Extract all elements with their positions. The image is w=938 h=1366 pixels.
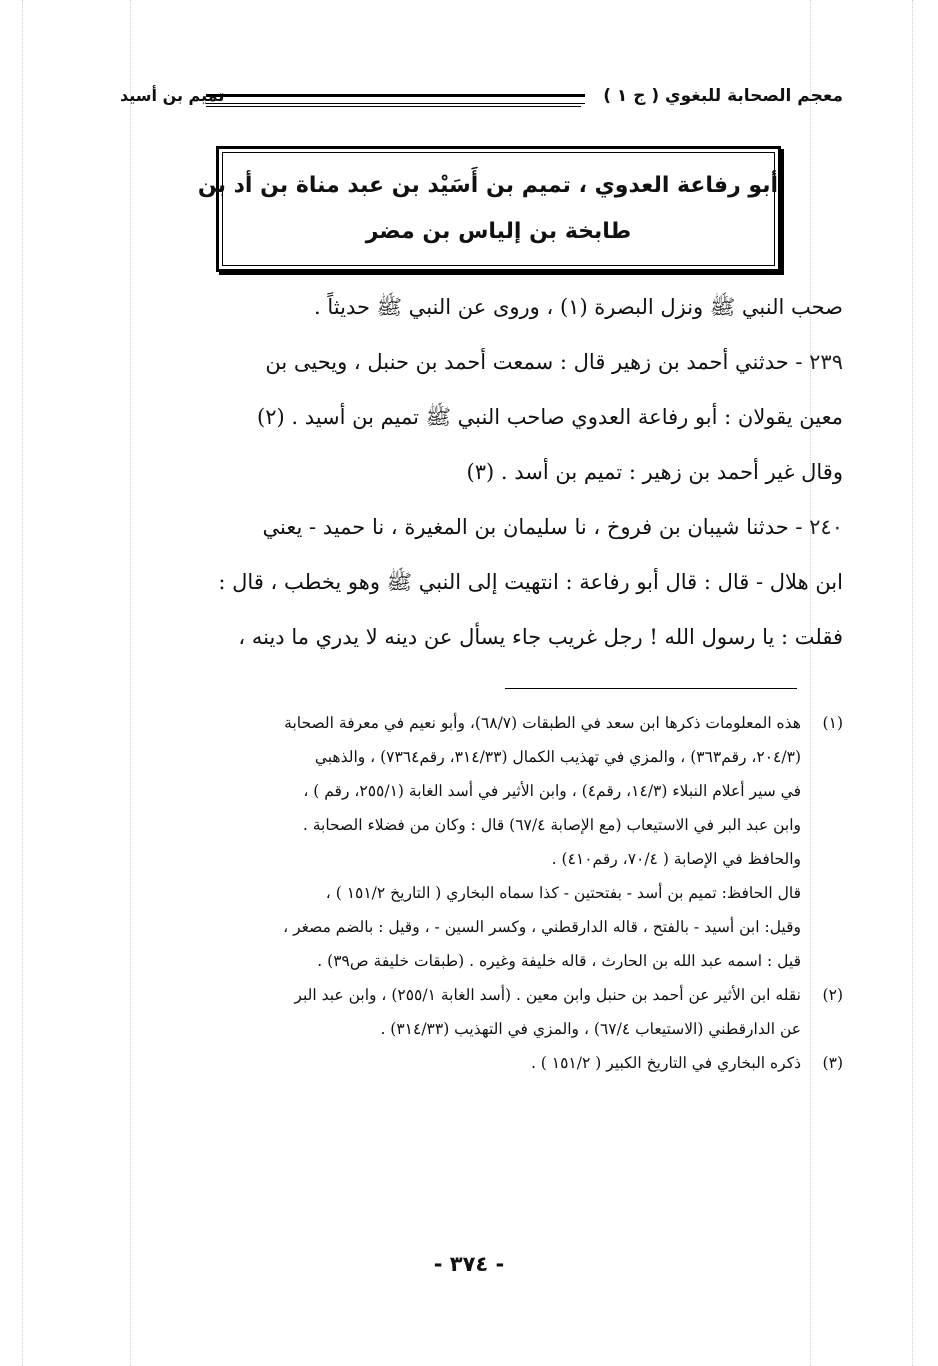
footnote-line: نقله ابن الأثير عن أحمد بن حنبل وابن معين . (أسد الغابة ٢٥٥/١) ، وابن عبد البر xyxy=(294,986,801,1004)
footnote-line: قيل : اسمه عبد الله بن الحارث ، قاله خليفة وغيره . (طبقات خليفة ص٣٩) . xyxy=(317,952,801,970)
body-line: ٢٤٠ - حدثنا شيبان بن فروخ ، نا سليمان بن المغيرة ، نا حميد - يعني xyxy=(262,515,843,539)
footnote-line: في سير أعلام النبلاء (١٤/٣، رقم٤) ، وابن الأثير في أسد الغابة (٢٥٥/١، رقم ) ، xyxy=(303,782,801,800)
body-line: ٢٣٩ - حدثني أحمد بن زهير قال : سمعت أحمد بن حنبل ، ويحيى بن xyxy=(265,350,843,374)
body-line: فقلت : يا رسول الله ! رجل غريب جاء يسأل عن دينه لا يدري ما دينه ، xyxy=(238,625,843,649)
header-rule-thin xyxy=(206,106,581,107)
book-title: معجم الصحابة للبغوي ( ج ١ ) xyxy=(603,86,843,106)
footnote-line: عن الدارقطني (الاستيعاب ٦٧/٤) ، والمزي في التهذيب (٣١٤/٣٣) . xyxy=(380,1020,801,1038)
footnote-1 xyxy=(115,706,843,978)
body-line: صحب النبي ﷺ ونزل البصرة (١) ، وروى عن النبي ﷺ حديثاً . xyxy=(314,295,843,319)
hadith-number: ٢٤٠ xyxy=(809,515,843,539)
footnote-line: ذكره البخاري في التاريخ الكبير ( ١٥١/٢ ) . xyxy=(530,1054,801,1072)
hadith-number: ٢٣٩ xyxy=(809,350,843,374)
header-rule xyxy=(206,94,585,104)
entry-title-box xyxy=(197,146,781,272)
footnote-line: هذه المعلومات ذكرها ابن سعد في الطبقات (٦٨/٧)، وأبو نعيم في معرفة الصحابة xyxy=(284,714,801,732)
entry-name: تميم بن أسيد xyxy=(120,86,225,105)
footnote-line: (٢٠٤/٣، رقم٣٦٣) ، والمزي في تهذيب الكمال (٣١٤/٣٣، رقم٧٣٦٤) ، والذهبي xyxy=(314,748,801,766)
body-line: معين يقولان : أبو رفاعة العدوي صاحب النبي ﷺ تميم بن أسيد . (٢) xyxy=(256,405,843,429)
page-number: - ٣٧٤ - xyxy=(433,1252,505,1276)
footnote-line: والحافظ في الإصابة ( ٧٠/٤، رقم٤١٠) . xyxy=(551,850,801,868)
footnote-line: قال الحافظ: تميم بن أسد - بفتحتين - كذا سماه البخاري ( التاريخ ١٥١/٢ ) ، xyxy=(325,884,801,902)
footnote-2 xyxy=(115,978,843,1046)
title-line-1: أبو رفاعة العدوي ، تميم بن أَسَيْد بن عبد مناة بن أد بن xyxy=(197,173,778,198)
body-line: ابن هلال - قال : قال أبو رفاعة : انتهيت إلى النبي ﷺ وهو يخطب ، قال : xyxy=(218,570,843,594)
footnote-marker: (٢) xyxy=(822,986,843,1004)
footnotes xyxy=(115,706,843,1080)
footnote-separator xyxy=(505,688,797,689)
footnote-marker: (٣) xyxy=(822,1054,843,1072)
footnote-line: وابن عبد البر في الاستيعاب (مع الإصابة ٦٧/٤) قال : وكان من فضلاء الصحابة . xyxy=(302,816,801,834)
running-header xyxy=(120,86,843,116)
footnote-3 xyxy=(115,1046,843,1080)
body-line: وقال غير أحمد بن زهير : تميم بن أسد . (٣) xyxy=(466,460,843,484)
body-line-text: حدثني أحمد بن زهير قال : سمعت أحمد بن حنبل ، ويحيى بن xyxy=(265,350,789,374)
footnote-marker: (١) xyxy=(822,714,843,732)
title-line-2: طابخة بن إلياس بن مضر xyxy=(365,219,632,244)
main-text xyxy=(120,280,843,665)
body-line-text: حدثنا شيبان بن فروخ ، نا سليمان بن المغيرة ، نا حميد - يعني xyxy=(262,515,789,539)
footnote-line: وقيل: ابن أسيد - بالفتح ، قاله الدارقطني ، وكسر السين - ، وقيل : بالضم مصغر ، xyxy=(283,918,801,936)
